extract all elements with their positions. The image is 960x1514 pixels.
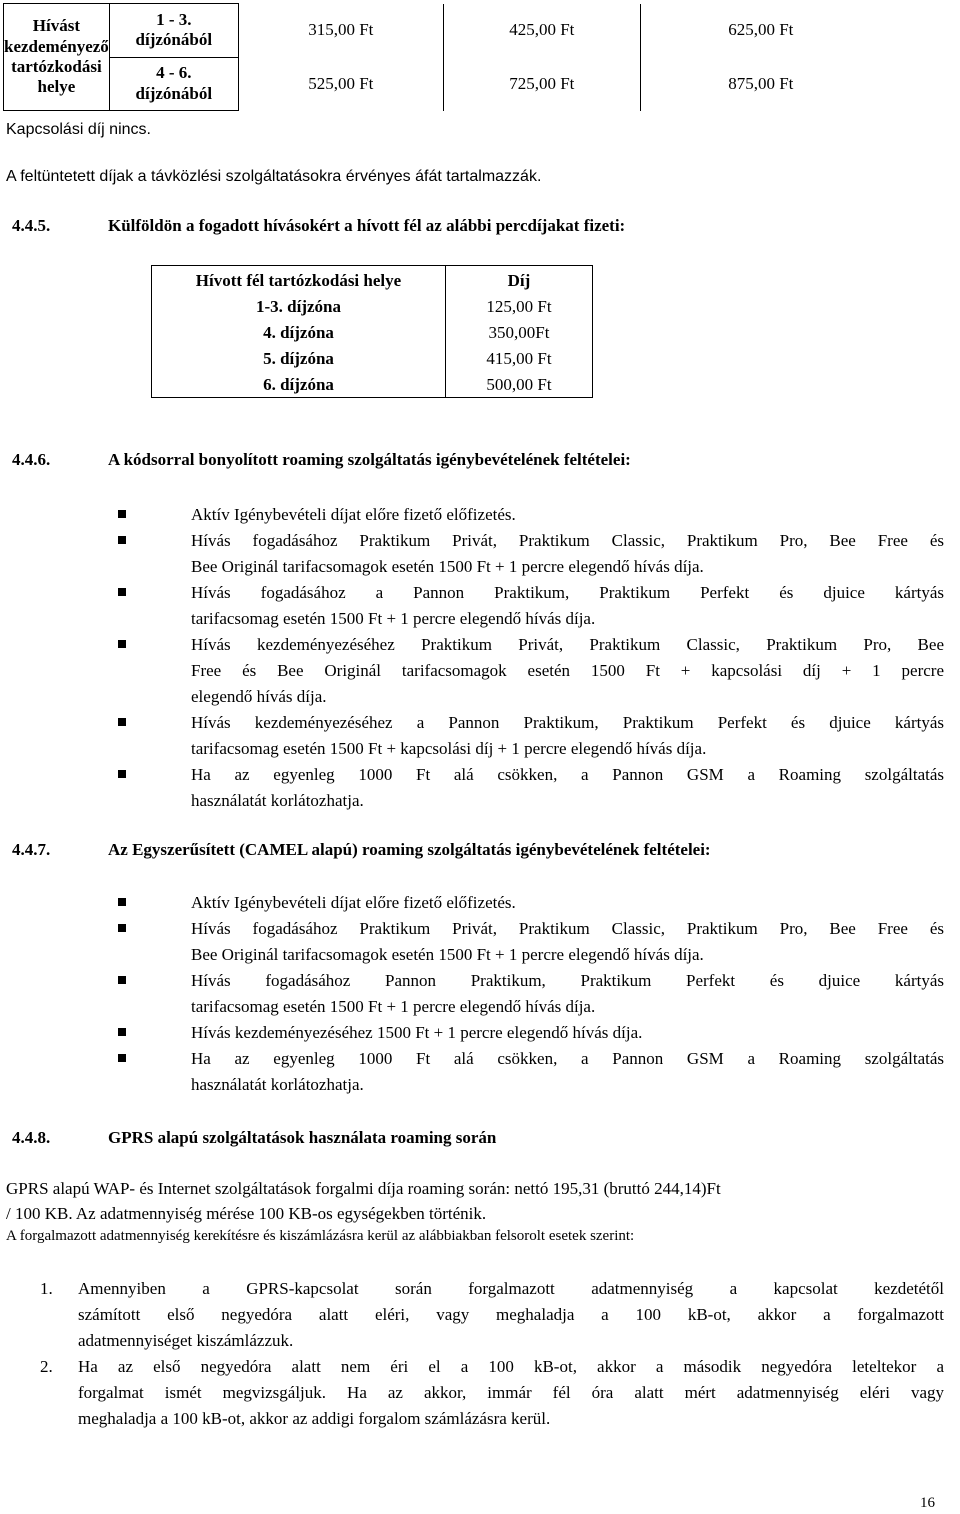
- zone-line: díjzónából: [135, 83, 213, 103]
- header-line: helye: [37, 77, 76, 97]
- item-line: Bee Originál tarifacsomagok esetén 1500 Ft + 1 percre elegendő hívás díja.: [191, 945, 704, 964]
- item-line: adatmennyiséget kiszámlázzuk.: [78, 1331, 294, 1350]
- zone-label: 5. díjzóna: [263, 349, 334, 368]
- list-item: [40, 1354, 944, 1432]
- bullet-square-icon: [118, 898, 126, 906]
- item-line: tarifacsomag esetén 1500 Ft + 1 percre elegendő hívás díja.: [191, 997, 596, 1016]
- item-line: Aktív Igénybevételi díjat előre fizető előfizetés.: [191, 893, 516, 912]
- item-line: Hívás fogadásához a Pannon Praktikum, Praktikum Perfekt és djuice kártyás: [191, 583, 944, 602]
- list-item: [118, 528, 944, 580]
- header-line: tartózkodási: [11, 57, 102, 76]
- section-number: 4.4.6.: [12, 450, 51, 469]
- section-number: 4.4.7.: [12, 840, 51, 859]
- item-line: meghaladja a 100 kB-ot, akkor az addigi forgalom számlázásra kerül.: [78, 1409, 551, 1428]
- fee-cell: 875,00 Ft: [640, 57, 881, 111]
- col-header-location: Hívott fél tartózkodási helye: [195, 271, 402, 290]
- list-item: [118, 968, 944, 1020]
- fee-cell: 725,00 Ft: [443, 57, 640, 111]
- list-item: [118, 502, 944, 528]
- fee-cell: 425,00 Ft: [443, 4, 640, 58]
- item-line: Hívás fogadásához Pannon Praktikum, Praktikum Perfekt és djuice kártyás: [191, 971, 944, 990]
- bullet-square-icon: [118, 718, 126, 726]
- item-line: Hívás kezdeményezéséhez 1500 Ft + 1 percre elegendő hívás díja.: [191, 1023, 643, 1042]
- item-line: Bee Originál tarifacsomagok esetén 1500 Ft + 1 percre elegendő hívás díja.: [191, 557, 704, 576]
- item-line: tarifacsomag esetén 1500 Ft + 1 percre elegendő hívás díja.: [191, 609, 596, 628]
- list-item: [118, 1046, 944, 1098]
- zone-label: 4. díjzóna: [263, 323, 334, 342]
- bullet-square-icon: [118, 510, 126, 518]
- fee-cell: 315,00 Ft: [308, 20, 374, 40]
- list-item: [118, 916, 944, 968]
- section-title: Külföldön a fogadott hívásokért a hívott fél az alábbi percdíjakat fizeti:: [108, 216, 626, 235]
- fee-cell: 525,00 Ft: [308, 73, 374, 93]
- item-line: használatát korlátozhatja.: [191, 791, 364, 810]
- section-title: Az Egyszerűsített (CAMEL alapú) roaming szolgáltatás igénybevételének feltételei:: [108, 840, 711, 859]
- list-item: [118, 580, 944, 632]
- numbered-list-gprs: [40, 1276, 944, 1432]
- item-line: Aktív Igénybevételi díjat előre fizető előfizetés.: [191, 505, 516, 524]
- vat-note: A feltüntetett díjak a távközlési szolgáltatásokra érvényes áfát tartalmazzák.: [6, 168, 542, 185]
- zone-fee: 125,00 Ft: [486, 297, 552, 316]
- item-line: használatát korlátozhatja.: [191, 1075, 364, 1094]
- fee-cell: 625,00 Ft: [640, 4, 881, 58]
- list-item: [40, 1276, 944, 1354]
- item-line: Amennyiben a GPRS-kapcsolat során forgalmazott adatmennyiség a kapcsolat kezdetétől: [78, 1279, 944, 1298]
- bullet-list-code-roaming: [118, 502, 944, 814]
- bullet-square-icon: [118, 924, 126, 932]
- page-number: 16: [920, 1495, 935, 1511]
- section-title: GPRS alapú szolgáltatások használata roaming során: [108, 1128, 497, 1147]
- zone-line: díjzónából: [135, 30, 213, 50]
- rounding-note: A forgalmazott adatmennyiség kerekítésre és kiszámlázásra kerül az alábbiakban felsorolt esetek szerint:: [6, 1228, 635, 1244]
- zone-fee: 415,00 Ft: [486, 349, 552, 368]
- item-line: Hívás kezdeményezéséhez a Pannon Praktikum, Praktikum Perfekt és djuice kártyás: [191, 713, 944, 732]
- item-line: Ha az egyenleg 1000 Ft alá csökken, a Pannon GSM a Roaming szolgáltatás: [191, 765, 944, 784]
- zone-line: 4 - 6.: [156, 63, 192, 83]
- zone-line: 1 - 3.: [156, 9, 192, 29]
- bullet-square-icon: [118, 770, 126, 778]
- item-line: számított első negyedóra alatt eléri, vagy meghaladja a 100 kB-ot, akkor a forgalmazott: [78, 1305, 944, 1324]
- tariff-table-top: [3, 3, 881, 111]
- zone-fee: 500,00 Ft: [486, 375, 552, 394]
- header-line: kezdeményező: [4, 36, 109, 56]
- col-header-fee: Díj: [507, 271, 531, 290]
- caller-location-header: [4, 4, 110, 111]
- section-title: A kódsorral bonyolított roaming szolgáltatás igénybevételének feltételei:: [108, 450, 631, 469]
- bullet-square-icon: [118, 1028, 126, 1036]
- list-item: [118, 1020, 944, 1046]
- section-number: 4.4.8.: [12, 1128, 51, 1147]
- item-line: Hívás fogadásához Praktikum Privát, Praktikum Classic, Praktikum Pro, Bee Free és: [191, 531, 944, 550]
- item-line: Ha az első negyedóra alatt nem éri el a 100 kB-ot, akkor a második negyedóra leteltekor a: [78, 1357, 944, 1376]
- section-number: 4.4.5.: [12, 216, 51, 235]
- header-line: Hívást: [32, 16, 81, 36]
- zone-cell: [109, 57, 238, 111]
- receiving-fee-table: [151, 265, 593, 398]
- item-line: tarifacsomag esetén 1500 Ft + kapcsolási díj + 1 percre elegendő hívás díja.: [191, 739, 707, 758]
- list-item: [118, 890, 944, 916]
- paragraph-line: GPRS alapú WAP- és Internet szolgáltatások forgalmi díja roaming során: nettó 195,31 (bruttó 244,14)Ft: [6, 1179, 721, 1198]
- zone-label: 6. díjzóna: [263, 375, 334, 394]
- list-item: [118, 710, 944, 762]
- list-item: [118, 762, 944, 814]
- item-number: 2.: [40, 1357, 53, 1376]
- zone-fee: 350,00Ft: [488, 323, 550, 342]
- item-line: Hívás fogadásához Praktikum Privát, Praktikum Classic, Praktikum Pro, Bee Free és: [191, 919, 944, 938]
- paragraph-line: / 100 KB. Az adatmennyiség mérése 100 KB-os egységekben történik.: [6, 1204, 487, 1223]
- zone-cell: [109, 4, 238, 58]
- no-connection-fee: Kapcsolási díj nincs.: [6, 121, 151, 138]
- list-item: [118, 632, 944, 710]
- bullet-list-camel-roaming: [118, 890, 944, 1098]
- item-number: 1.: [40, 1279, 53, 1298]
- gprs-fee-paragraph: [6, 1176, 932, 1226]
- zone-label: 1-3. díjzóna: [256, 297, 341, 316]
- item-line: Ha az egyenleg 1000 Ft alá csökken, a Pannon GSM a Roaming szolgáltatás: [191, 1049, 944, 1068]
- bullet-square-icon: [118, 976, 126, 984]
- item-line: forgalmat ismét megvizsgáljuk. Ha az akkor, immár fél óra alatt mért adatmennyiség eléri vagy: [78, 1383, 944, 1402]
- bullet-square-icon: [118, 640, 126, 648]
- bullet-square-icon: [118, 536, 126, 544]
- item-line: Hívás kezdeményezéséhez Praktikum Privát, Praktikum Classic, Praktikum Pro, Bee: [191, 635, 944, 654]
- bullet-square-icon: [118, 588, 126, 596]
- item-line: Free és Bee Originál tarifacsomagok esetén 1500 Ft + kapcsolási díj + 1 percre: [191, 661, 944, 680]
- item-line: elegendő hívás díja.: [191, 687, 327, 706]
- bullet-square-icon: [118, 1054, 126, 1062]
